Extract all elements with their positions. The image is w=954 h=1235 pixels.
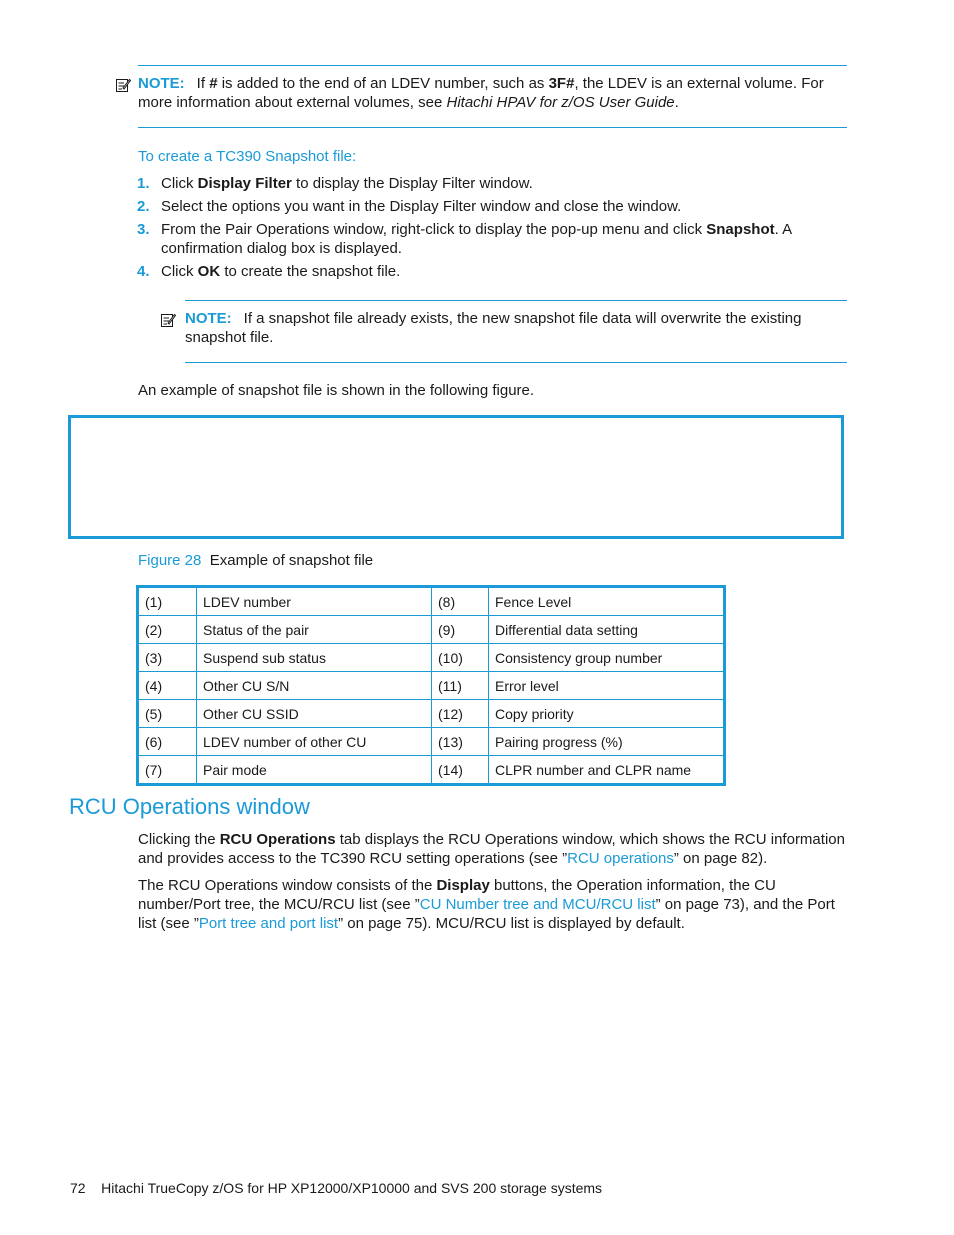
table-cell: (9): [432, 616, 489, 644]
table-row: [138, 700, 725, 728]
table-cell: Pair mode: [197, 756, 432, 785]
step-item: 3. From the Pair Operations window, right-click to display the pop-up menu and click Snapshot. A confirmation dialog box is displayed.: [137, 221, 792, 257]
table-row: [138, 756, 725, 785]
figure-caption-text: Example of snapshot file: [209, 552, 374, 569]
snapshot-legend-table: [136, 585, 726, 786]
table-cell: Consistency group number: [489, 644, 725, 672]
table-cell: Differential data setting: [489, 616, 725, 644]
table-row: [138, 616, 725, 644]
note-icon: [160, 312, 176, 328]
table-cell: Pairing progress (%): [489, 728, 725, 756]
table-row: [138, 672, 725, 700]
doc-reference: Hitachi HPAV for z/OS User Guide: [446, 94, 675, 111]
note-icon: [115, 77, 131, 93]
note-bottom-rule: [138, 127, 847, 128]
table-cell: (13): [432, 728, 489, 756]
note-text: NOTE: If # is added to the end of an LDEV number, such as 3F#, the LDEV is an external volume. For more information about external volumes, see Hitachi HPAV for z/OS User Guide.: [138, 75, 824, 111]
table-cell: Other CU SSID: [197, 700, 432, 728]
page-footer: [70, 1179, 602, 1197]
table-row: [138, 587, 725, 616]
note-top-rule: [138, 65, 847, 66]
section-title: RCU Operations window: [69, 794, 310, 819]
table-cell: Fence Level: [489, 587, 725, 616]
step-item: 1. Click Display Filter to display the Display Filter window.: [137, 175, 533, 192]
table-cell: CLPR number and CLPR name: [489, 756, 725, 785]
table-cell: (11): [432, 672, 489, 700]
footer-title: Hitachi TrueCopy z/OS for HP XP12000/XP10000 and SVS 200 storage systems: [101, 1180, 603, 1196]
table-cell: Status of the pair: [197, 616, 432, 644]
link-rcu-operations[interactable]: RCU operations: [567, 850, 674, 867]
step-item: 2. Select the options you want in the Display Filter window and close the window.: [137, 198, 682, 215]
section-paragraph: Clicking the RCU Operations tab displays the RCU Operations window, which shows the RCU information and provides access to the TC390 RCU setting operations (see ”RCU operations” on page 82).: [138, 831, 845, 867]
table-cell: (3): [138, 644, 197, 672]
note-text: NOTE: If a snapshot file already exists, the new snapshot file data will overwrite the existing snapshot file.: [185, 310, 802, 346]
note-top-rule: [185, 300, 847, 301]
note-label: NOTE:: [138, 75, 185, 92]
page-number: 72: [70, 1180, 86, 1196]
table-cell: LDEV number of other CU: [197, 728, 432, 756]
procedure-steps: [137, 174, 837, 281]
table-row: [138, 644, 725, 672]
table-cell: (1): [138, 587, 197, 616]
table-cell: (12): [432, 700, 489, 728]
table-cell: Suspend sub status: [197, 644, 432, 672]
table-cell: Error level: [489, 672, 725, 700]
table-cell: (4): [138, 672, 197, 700]
table-cell: (7): [138, 756, 197, 785]
table-cell: (2): [138, 616, 197, 644]
table-cell: (14): [432, 756, 489, 785]
table-cell: (5): [138, 700, 197, 728]
table-row: [138, 728, 725, 756]
table-cell: Other CU S/N: [197, 672, 432, 700]
note-bottom-rule: [185, 362, 847, 363]
example-intro: An example of snapshot file is shown in the following figure.: [138, 382, 535, 399]
procedure-heading: To create a TC390 Snapshot file:: [138, 148, 357, 165]
figure-caption: [138, 551, 373, 570]
step-item: 4. Click OK to create the snapshot file.: [137, 263, 401, 280]
table-cell: (10): [432, 644, 489, 672]
snapshot-figure-frame: [68, 415, 844, 539]
table-cell: LDEV number: [197, 587, 432, 616]
link-port-tree[interactable]: Port tree and port list: [198, 915, 339, 932]
note-label: NOTE:: [185, 310, 232, 327]
table-cell: (8): [432, 587, 489, 616]
link-cu-number-tree[interactable]: CU Number tree and MCU/RCU list: [419, 896, 656, 913]
section-paragraph: The RCU Operations window consists of the Display buttons, the Operation information, the CU number/Port tree, the MCU/RCU list (see ”CU Number tree and MCU/RCU list” on page 73), and the Port list (see ”Port tree and port list” on page 75). MCU/RCU list is displayed by default.: [138, 877, 835, 932]
figure-label: Figure 28: [138, 552, 202, 569]
table-cell: Copy priority: [489, 700, 725, 728]
table-cell: (6): [138, 728, 197, 756]
